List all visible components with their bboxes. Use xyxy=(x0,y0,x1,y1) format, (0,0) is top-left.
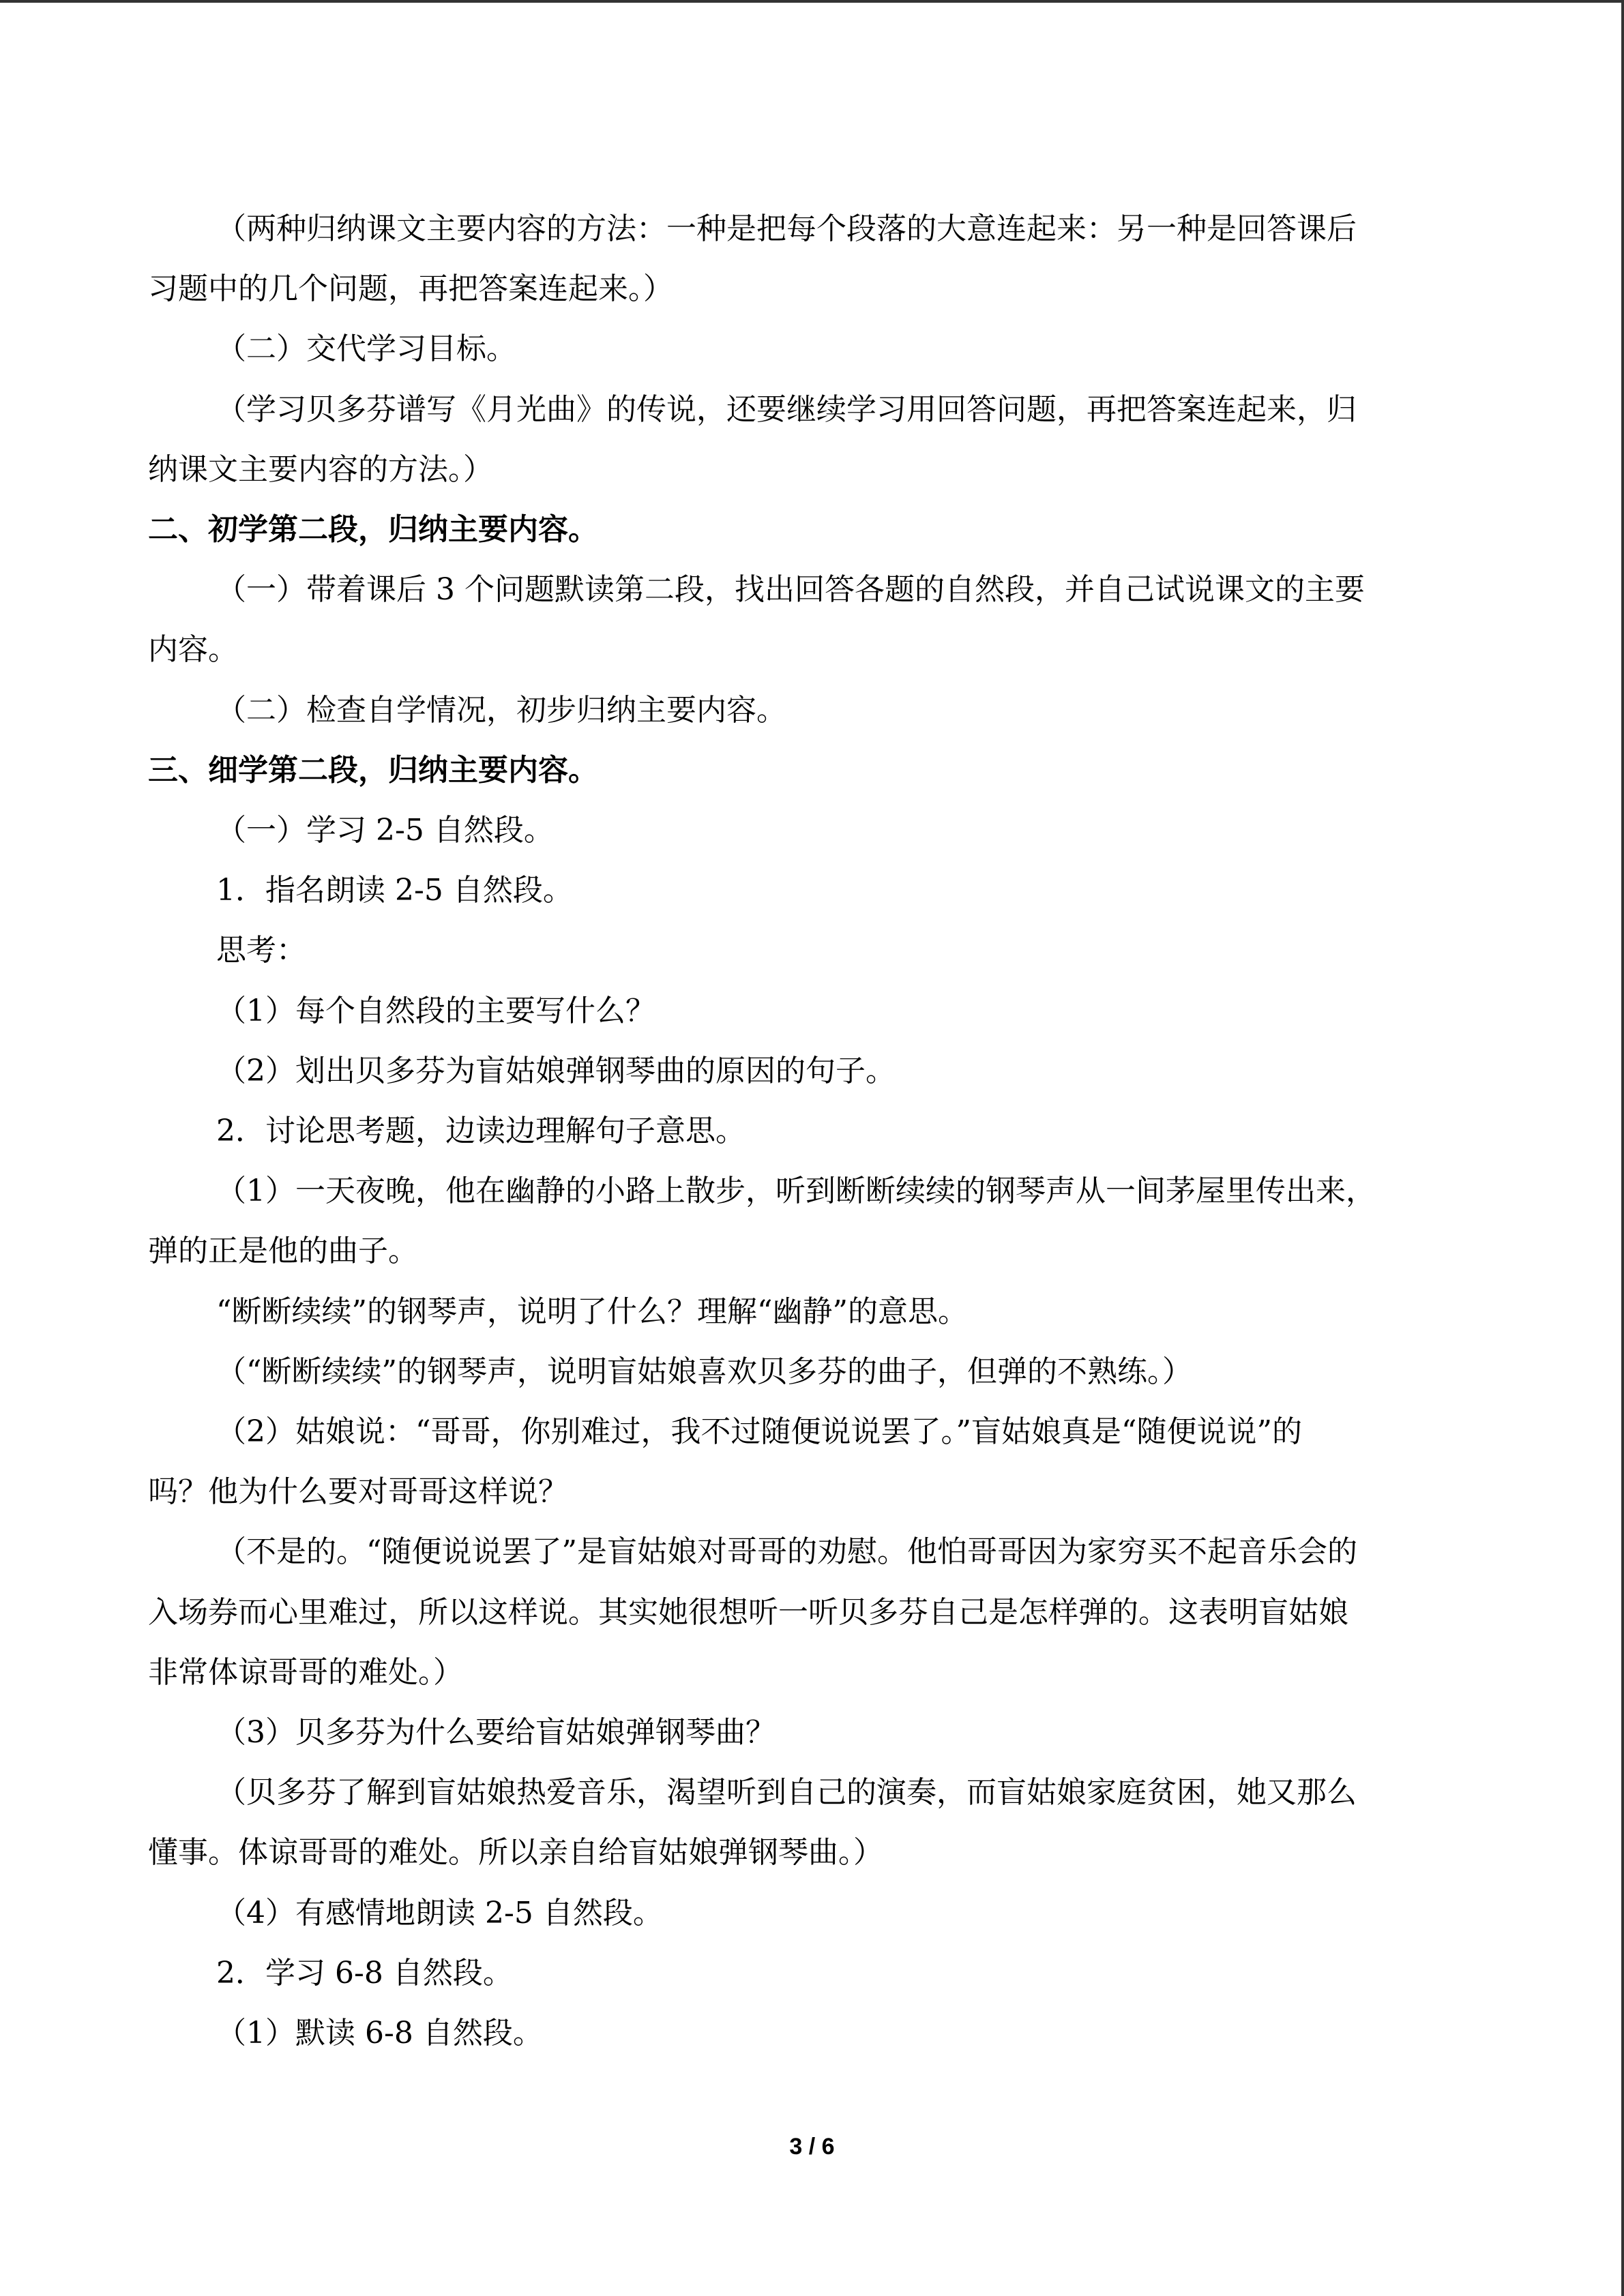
page-number: 3 / 6 xyxy=(789,2134,835,2160)
text-line: （贝多芬了解到盲姑娘热爱音乐，渴望听到自己的演奏，而盲姑娘家庭贫困，她又那么 xyxy=(216,1775,1357,1810)
text-line: 1．指名朗读 2-5 自然段。 xyxy=(216,873,573,908)
section-heading: 三、细学第二段，归纳主要内容。 xyxy=(148,753,598,788)
text-line: （3）贝多芬为什么要给盲姑娘弹钢琴曲？ xyxy=(216,1715,776,1750)
text-line: （二）检查自学情况，初步归纳主要内容。 xyxy=(216,693,786,728)
text-line: （“断断续续”的钢琴声，说明盲姑娘喜欢贝多芬的曲子，但弹的不熟练。） xyxy=(216,1354,1192,1389)
text-line: 思考： xyxy=(216,933,306,968)
text-line: （4）有感情地朗读 2-5 自然段。 xyxy=(216,1896,663,1930)
section-heading: 二、初学第二段，归纳主要内容。 xyxy=(148,512,598,547)
text-line: （不是的。“随便说说罢了”是盲姑娘对哥哥的劝慰。他怕哥哥因为家穷买不起音乐会的 xyxy=(216,1534,1357,1569)
page-border-top xyxy=(0,0,1624,3)
text-line: （二）交代学习目标。 xyxy=(216,331,516,366)
text-line: “断断续续”的钢琴声，说明了什么？理解“幽静”的意思。 xyxy=(216,1294,968,1329)
text-line: 2．学习 6-8 自然段。 xyxy=(216,1956,513,1991)
text-line: （1）每个自然段的主要写什么？ xyxy=(216,994,655,1028)
text-line: 内容。 xyxy=(148,632,238,667)
text-line: （一）学习 2-5 自然段。 xyxy=(216,813,554,848)
page-border-right xyxy=(1621,0,1624,2296)
text-line: 2．讨论思考题，边读边理解句子意思。 xyxy=(216,1114,745,1148)
text-line: 弹的正是他的曲子。 xyxy=(148,1234,418,1268)
text-line: （1）默读 6-8 自然段。 xyxy=(216,2016,543,2051)
text-line: 吗？他为什么要对哥哥这样说？ xyxy=(148,1474,568,1509)
text-line: 懂事。体谅哥哥的难处。所以亲自给盲姑娘弹钢琴曲。） xyxy=(148,1835,883,1870)
text-line: （2）姑娘说：“哥哥，你别难过，我不过随便说说罢了。”盲姑娘真是“随便说说”的 xyxy=(216,1414,1302,1449)
text-line: 习题中的几个问题，再把答案连起来。） xyxy=(148,271,673,306)
text-line: 入场券而心里难过，所以这样说。其实她很想听一听贝多芬自己是怎样弹的。这表明盲姑娘 xyxy=(148,1595,1348,1630)
text-line: 非常体谅哥哥的难处。） xyxy=(148,1655,463,1690)
text-line: 纳课文主要内容的方法。） xyxy=(148,452,493,487)
text-line: （学习贝多芬谱写《月光曲》的传说，还要继续学习用回答问题，再把答案连起来，归 xyxy=(216,392,1357,427)
text-line: （两种归纳课文主要内容的方法：一种是把每个段落的大意连起来：另一种是回答课后 xyxy=(216,211,1357,246)
text-line: （一）带着课后 3 个问题默读第二段，找出回答各题的自然段，并自己试说课文的主要 xyxy=(216,572,1365,607)
text-line: （2）划出贝多芬为盲姑娘弹钢琴曲的原因的句子。 xyxy=(216,1054,896,1088)
text-line: （1）一天夜晚，他在幽静的小路上散步，听到断断续续的钢琴声从一间茅屋里传出来， xyxy=(216,1174,1376,1208)
